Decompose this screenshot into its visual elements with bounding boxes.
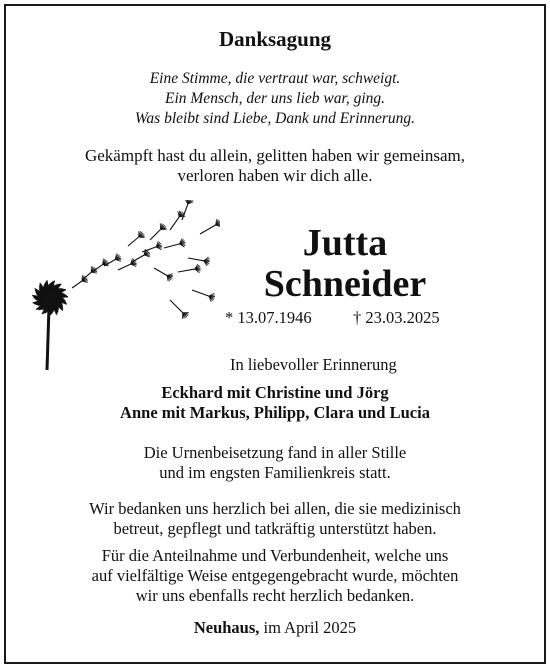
notice-title: Danksagung	[218, 27, 332, 51]
birth-date: * 13.07.1946	[225, 308, 312, 327]
place: Neuhaus,	[193, 618, 260, 637]
thanks-line: auf vielfältige Weise entgegengebracht wurde, möchten	[91, 566, 459, 585]
quote-line: verloren haben wir dich alle.	[177, 166, 373, 185]
quote-line: Gekämpft hast du allein, gelitten haben wir gemeinsam,	[84, 146, 466, 165]
burial-line: und im engsten Familienkreis statt.	[159, 463, 391, 482]
date: im April 2025	[263, 618, 357, 637]
poem-line: Was bleibt sind Liebe, Dank und Erinnerung.	[134, 110, 416, 127]
thanks-line: Für die Anteilnahme und Verbundenheit, welche uns	[101, 546, 449, 565]
flying-seeds	[69, 200, 220, 320]
poem-line: Eine Stimme, die vertraut war, schweigt.	[149, 70, 401, 87]
place-date	[0, 618, 550, 638]
memory-line: In liebevoller Erinnerung	[230, 355, 397, 374]
dandelion-icon	[20, 200, 220, 370]
quote	[0, 146, 550, 186]
death-date: † 23.03.2025	[353, 308, 440, 327]
burial-line: Die Urnenbeisetzung fand in aller Stille	[143, 443, 407, 462]
thanks-line: wir uns ebenfalls recht herzlich bedanken.	[135, 586, 415, 605]
last-name: Schneider	[263, 263, 427, 305]
burial-note	[0, 443, 550, 483]
family-names	[0, 383, 550, 423]
thanks-line: betreut, gepflegt und tatkräftig unterstützt haben.	[113, 519, 437, 538]
family-line: Eckhard mit Christine und Jörg	[161, 383, 389, 402]
thanks-care	[0, 499, 550, 539]
poem	[0, 69, 550, 129]
first-name: Jutta	[302, 222, 388, 264]
dandelion-head	[32, 280, 68, 370]
thanks-sympathy	[0, 546, 550, 606]
poem-line: Ein Mensch, der uns lieb war, ging.	[165, 90, 385, 107]
thanks-line: Wir bedanken uns herzlich bei allen, die sie medizinisch	[89, 499, 461, 518]
family-line: Anne mit Markus, Philipp, Clara und Lucia	[120, 403, 430, 422]
